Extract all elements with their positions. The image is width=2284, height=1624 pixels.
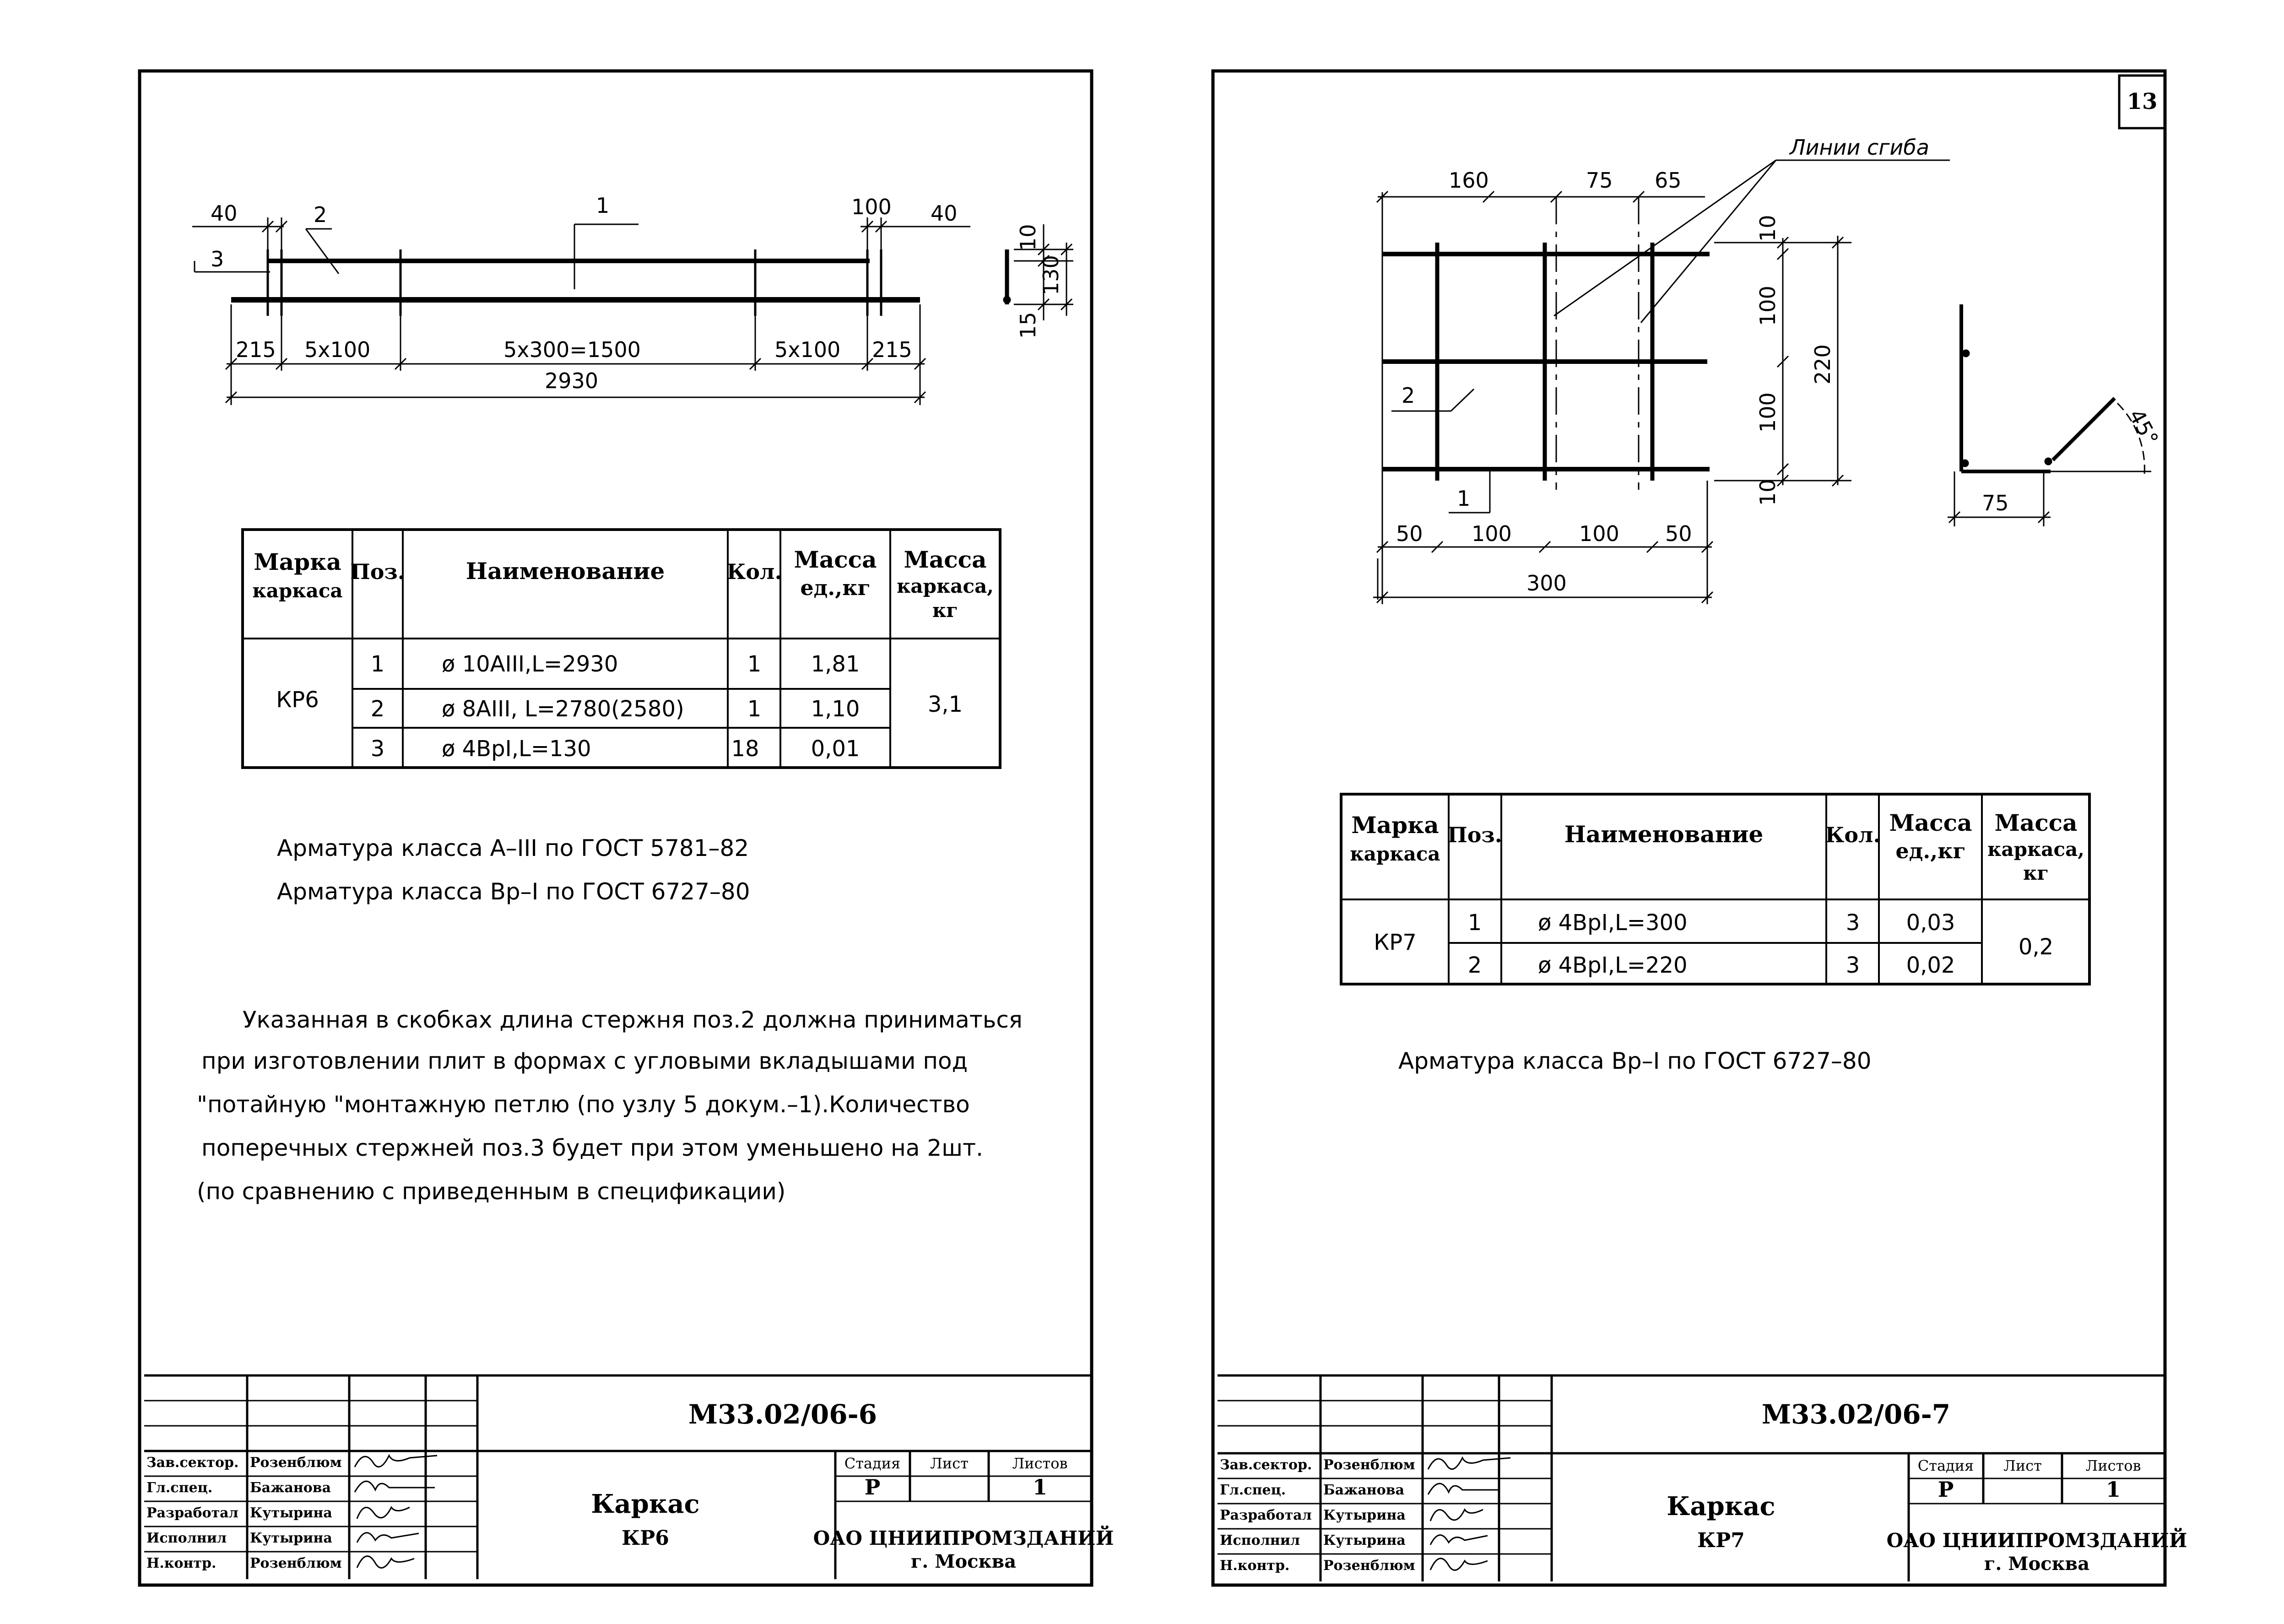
r-sheets-val: 1 [2105, 1477, 2121, 1502]
dim-10-bottom: 10 [1755, 479, 1780, 506]
dim-300: 300 [1526, 571, 1567, 595]
right-org: ОАО ЦНИИПРОМЗДАНИЙ [1886, 1529, 2187, 1552]
dim-75-piece: 75 [1982, 491, 2009, 515]
kr6-drawing [192, 217, 1073, 405]
dim-160: 160 [1449, 168, 1489, 193]
left-org: ОАО ЦНИИПРОМЗДАНИЙ [813, 1527, 1114, 1549]
label-kr7-pos2: 2 [1402, 383, 1415, 408]
dim-100: 100 [851, 195, 892, 219]
kr7-hdr-pos: Поз. [1447, 823, 1502, 847]
right-title: Каркас [1667, 1491, 1775, 1521]
kr7-hdr-mark-1: Марка [1351, 812, 1439, 839]
role-3: Разработал [146, 1505, 238, 1521]
bend-leaders [1554, 160, 1950, 323]
row1-qty: 1 [747, 651, 762, 677]
dim-100-lower: 100 [1755, 392, 1780, 433]
kr6-mark: КР6 [276, 687, 319, 713]
hdr-unit-mass-1: Масса [794, 546, 877, 573]
note-a3: Арматура класса А–III по ГОСТ 5781–82 [277, 835, 749, 861]
role-5: Н.контр. [146, 1555, 216, 1571]
dim-5x300: 5x300=1500 [503, 337, 641, 362]
bend-lines [1556, 197, 1639, 490]
dim-100-upper: 100 [1755, 286, 1780, 326]
r-stage-hdr: Стадия [1917, 1457, 1974, 1474]
hdr-name: Наименование [465, 558, 665, 585]
kr7-row2-pos: 2 [1467, 953, 1482, 978]
right-title-block [1218, 1375, 2187, 1581]
dim-40-left: 40 [211, 201, 238, 226]
dim-5x100-left: 5x100 [304, 337, 371, 362]
hdr-frame-mass-1: Масса [904, 546, 987, 573]
label-pos3: 3 [211, 247, 224, 271]
sheets-hdr: Листов [1012, 1455, 1068, 1472]
para-line-4: поперечных стержней поз.3 будет при этом уменьшено на 2шт. [201, 1135, 983, 1161]
dim-10-top: 10 [1755, 215, 1780, 242]
kr7-row2-name: ø 4ВрI,L=220 [1538, 953, 1688, 978]
kr6-spec-table [243, 530, 1000, 768]
label-bend-lines: Линии сгиба [1790, 135, 1929, 160]
para-line-5: (по сравнению с приведенным в спецификации) [197, 1178, 786, 1205]
stage-val: Р [864, 1475, 881, 1499]
kr7-row2-unit-mass: 0,02 [1906, 953, 1955, 978]
row3-qty: 18 [731, 736, 759, 762]
kr7-hdr-unit-mass-1: Масса [1889, 809, 1972, 836]
para-line-2: при изготовлении плит в формах с угловыми вкладышами под [201, 1048, 968, 1074]
role-4: Исполнил [146, 1530, 227, 1546]
para-line-3: "потайную "монтажную петлю (по узлу 5 докум.–1).Количество [197, 1091, 970, 1118]
page-number-box [2119, 76, 2165, 128]
row1-unit-mass: 1,81 [811, 651, 860, 677]
sheet-hdr: Лист [930, 1455, 969, 1472]
hdr-qty: Кол. [726, 559, 782, 584]
sec-dim-10: 10 [1016, 224, 1040, 251]
kr7-hdr-frame-mass-3: кг [2023, 862, 2049, 884]
kr7-row1-qty: 3 [1846, 910, 1860, 936]
kr6-total-mass: 3,1 [927, 692, 963, 717]
note-bp1: Арматура класса Вр–I по ГОСТ 6727–80 [277, 878, 750, 905]
role-1: Зав.сектор. [146, 1455, 239, 1471]
dim-2930: 2930 [545, 368, 599, 393]
r-name-4: Кутырина [1323, 1532, 1406, 1548]
kr6-drawing-labels [211, 193, 1063, 393]
row2-pos: 2 [370, 696, 385, 722]
row2-qty: 1 [747, 696, 762, 722]
r-sheets-hdr: Листов [2085, 1457, 2141, 1474]
name-3: Кутырина [250, 1505, 332, 1521]
r-name-3: Кутырина [1323, 1507, 1406, 1523]
label-pos2: 2 [314, 202, 327, 227]
angle-45: 45° [2124, 405, 2164, 450]
hdr-mark-2: каркаса [252, 579, 343, 602]
kr7-row1-unit-mass: 0,03 [1906, 910, 1955, 936]
kr7-spec-table [1341, 794, 2089, 984]
dim-220: 220 [1810, 344, 1835, 384]
r-role-4: Исполнил [1220, 1532, 1300, 1548]
right-sheet [1213, 71, 2187, 1585]
right-subtitle: КР7 [1697, 1529, 1745, 1552]
r-role-2: Гл.спец. [1220, 1482, 1286, 1498]
dim-50-right: 50 [1665, 521, 1692, 546]
r-name-5: Розенблюм [1323, 1558, 1415, 1574]
r-name-2: Бажанова [1323, 1482, 1405, 1498]
hdr-unit-mass-2: ед.,кг [800, 575, 871, 600]
dim-100-b: 100 [1579, 521, 1619, 546]
dim-215-left: 215 [236, 337, 276, 362]
role-2: Гл.спец. [146, 1480, 213, 1496]
r-role-1: Зав.сектор. [1220, 1457, 1312, 1473]
left-title-block [144, 1375, 1114, 1579]
dim-40-right: 40 [931, 201, 958, 226]
leaders [195, 224, 639, 289]
hdr-pos: Поз. [350, 559, 405, 584]
row1-name: ø 10АIII,L=2930 [442, 651, 618, 677]
row2-name: ø 8АIII, L=2780(2580) [442, 696, 684, 722]
left-subtitle: КР6 [622, 1527, 669, 1550]
right-city: г. Москва [1984, 1553, 2090, 1575]
label-kr7-pos1: 1 [1457, 486, 1471, 511]
para-line-1: Указанная в скобках длина стержня поз.2 должна приниматься [243, 1007, 1023, 1033]
row3-pos: 3 [370, 736, 385, 762]
dim-100-a: 100 [1472, 521, 1512, 546]
kr7-hdr-mark-2: каркаса [1350, 843, 1440, 865]
kr7-mark: КР7 [1374, 930, 1417, 955]
hdr-frame-mass-3: кг [932, 599, 958, 622]
left-sheet [140, 71, 1114, 1585]
right-doc-code: М33.02/06-7 [1761, 1399, 1951, 1430]
row1-pos: 1 [370, 651, 385, 677]
r-name-1: Розенблюм [1323, 1457, 1415, 1473]
kr6-notes [277, 835, 750, 905]
name-4: Кутырина [250, 1530, 332, 1546]
kr7-hdr-unit-mass-2: ед.,кг [1895, 839, 1966, 863]
sheets-val: 1 [1032, 1475, 1048, 1499]
hdr-frame-mass-2: каркаса, [897, 575, 994, 597]
stage-hdr: Стадия [844, 1455, 901, 1472]
row3-name: ø 4ВрI,L=130 [442, 736, 591, 762]
name-5: Розенблюм [250, 1555, 342, 1571]
sec-dim-130: 130 [1039, 255, 1063, 295]
kr7-hdr-qty: Кол. [1825, 823, 1881, 847]
dim-5x100-right: 5x100 [774, 337, 841, 362]
r-role-3: Разработал [1220, 1507, 1312, 1523]
left-title: Каркас [591, 1489, 700, 1519]
bent-piece [1948, 304, 2151, 526]
kr6-paragraph [197, 1007, 1023, 1205]
left-city: г. Москва [910, 1551, 1017, 1572]
name-2: Бажанова [250, 1480, 331, 1496]
kr7-hdr-frame-mass-2: каркаса, [1987, 838, 2084, 861]
row2-unit-mass: 1,10 [811, 696, 860, 722]
kr7-row1-pos: 1 [1467, 910, 1482, 936]
page-number: 13 [2127, 89, 2158, 114]
row3-unit-mass: 0,01 [811, 736, 860, 762]
kr7-hdr-name: Наименование [1564, 821, 1764, 848]
r-stage-val: Р [1938, 1477, 1954, 1502]
dim-75-top: 75 [1586, 168, 1613, 193]
kr7-row1-name: ø 4ВрI,L=300 [1538, 910, 1688, 936]
r-role-5: Н.контр. [1220, 1558, 1290, 1574]
kr7-total-mass: 0,2 [2018, 934, 2054, 960]
hdr-mark-1: Марка [254, 548, 341, 575]
kr7-note: Арматура класса Вр–I по ГОСТ 6727–80 [1398, 1048, 1872, 1074]
left-doc-code: М33.02/06-6 [688, 1399, 877, 1430]
kr7-row2-qty: 3 [1846, 953, 1860, 978]
dim-50-left: 50 [1396, 521, 1423, 546]
dim-65: 65 [1655, 168, 1682, 193]
label-pos1: 1 [596, 193, 610, 218]
dim-215-right: 215 [872, 337, 912, 362]
sec-dim-15: 15 [1016, 312, 1040, 339]
kr7-hdr-frame-mass-1: Масса [1994, 809, 2078, 836]
name-1: Розенблюм [250, 1455, 342, 1471]
r-sheet-hdr: Лист [2003, 1457, 2042, 1474]
